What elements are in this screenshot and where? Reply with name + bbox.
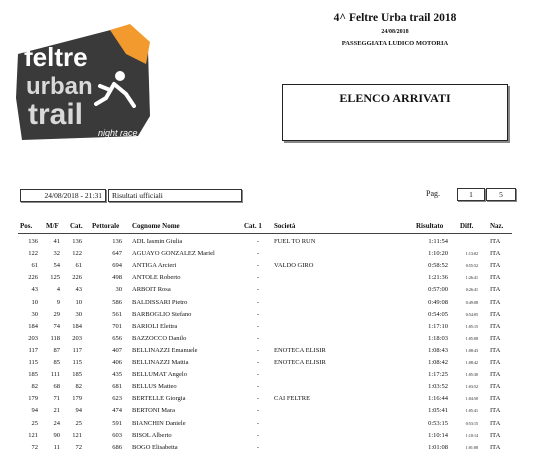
cell-club: ENOTECA ELISIR xyxy=(274,346,326,354)
column-header-club: Società xyxy=(274,222,296,230)
classification-type: Risultati ufficiali xyxy=(108,189,242,202)
cell-cat: 72 xyxy=(75,443,82,451)
cell-name: BELLINAZZI Mattia xyxy=(132,359,189,366)
cell-result: 1:17:25 xyxy=(428,371,448,379)
cell-cat1: - xyxy=(256,407,260,415)
cell-club: CAI FELTRE xyxy=(274,395,311,403)
report-datetime: 24/08/2018 - 21:31 xyxy=(20,189,106,202)
logo-word-feltre: feltre xyxy=(24,42,88,72)
cell-nation: ITA xyxy=(490,238,501,245)
cell-cat1: - xyxy=(256,395,260,403)
cell-name: BELLUMAT Angelo xyxy=(132,371,187,379)
cell-bib: 30 xyxy=(115,286,122,294)
cell-cat1: - xyxy=(256,334,260,342)
cell-cat1: - xyxy=(256,419,260,427)
cell-mf: 125 xyxy=(50,274,60,282)
cell-name: BOGO Elisabetta xyxy=(132,443,178,451)
cell-bib: 591 xyxy=(112,419,122,427)
cell-cat: 203 xyxy=(72,334,82,342)
cell-bib: 656 xyxy=(112,334,122,342)
cell-result: 1:17:10 xyxy=(428,322,448,330)
cell-nation: ITA xyxy=(490,274,501,282)
cell-result: 1:21:36 xyxy=(428,274,448,282)
cell-pos: 117 xyxy=(28,346,38,354)
cell-pos: 115 xyxy=(28,359,38,366)
cell-bib: 681 xyxy=(112,383,122,391)
column-header-nation: Naz. xyxy=(490,222,504,230)
cell-pos: 226 xyxy=(28,274,38,282)
cell-bib: 701 xyxy=(112,322,122,330)
cell-club: FUEL TO RUN xyxy=(274,238,316,245)
cell-mf: 87 xyxy=(53,346,60,354)
cell-bib: 407 xyxy=(112,346,122,354)
cell-nation: ITA xyxy=(490,431,501,439)
cell-cat: 136 xyxy=(72,238,82,245)
logo-word-urban: urban xyxy=(26,73,93,100)
cell-pos: 184 xyxy=(28,322,38,330)
cell-diff: 1:01:08 xyxy=(465,444,478,450)
cell-bib: 561 xyxy=(112,310,122,318)
cell-result: 1:11:54 xyxy=(428,238,448,245)
cell-mf: 21 xyxy=(53,407,60,415)
cell-pos: 10 xyxy=(31,298,38,306)
cell-diff: 0:53:15 xyxy=(465,420,478,426)
cell-diff: 1:05:41 xyxy=(465,408,478,414)
cell-mf: 118 xyxy=(50,334,60,342)
cell-diff: 1:05:15 xyxy=(465,323,478,329)
cell-mf: 74 xyxy=(53,322,60,330)
cell-mf: 32 xyxy=(53,250,60,258)
cell-nation: ITA xyxy=(490,346,501,354)
cell-cat: 94 xyxy=(75,407,82,415)
cell-club: ENOTECA ELISIR xyxy=(274,359,326,366)
page-number: 1 xyxy=(457,188,485,201)
cell-pos: 122 xyxy=(28,250,38,258)
cell-cat1: - xyxy=(256,262,260,270)
cell-nation: ITA xyxy=(490,334,501,342)
cell-diff: 1:05:30 xyxy=(465,372,478,378)
cell-mf: 68 xyxy=(53,383,60,391)
cell-nation: ITA xyxy=(490,322,501,330)
cell-bib: 586 xyxy=(112,298,122,306)
cell-club: VALDO GIRO xyxy=(274,262,314,270)
cell-diff: 1:08:42 xyxy=(465,360,478,365)
cell-cat1: - xyxy=(256,238,260,245)
cell-name: BELLUS Matteo xyxy=(132,383,177,391)
cell-cat1: - xyxy=(256,359,260,366)
cell-bib: 406 xyxy=(112,359,122,366)
cell-nation: ITA xyxy=(490,250,501,258)
cell-result: 1:01:08 xyxy=(428,443,448,451)
cell-result: 1:18:03 xyxy=(428,334,448,342)
cell-name: BARIOLI Elettra xyxy=(132,322,178,330)
cell-cat1: - xyxy=(256,431,260,439)
cell-bib: 647 xyxy=(112,250,122,258)
cell-nation: ITA xyxy=(490,443,501,451)
cell-cat1: - xyxy=(256,346,260,354)
cell-bib: 686 xyxy=(112,443,122,451)
cell-pos: 72 xyxy=(31,443,38,451)
cell-diff: 1:13:02 xyxy=(465,251,478,257)
cell-pos: 43 xyxy=(31,286,38,294)
cell-cat: 179 xyxy=(72,395,82,403)
column-header-bib: Pettorale xyxy=(92,222,120,230)
cell-bib: 603 xyxy=(112,431,122,439)
cell-cat: 82 xyxy=(75,383,82,391)
cell-diff: 0:26:41 xyxy=(465,287,478,293)
cell-mf: 29 xyxy=(53,310,60,318)
cell-nation: ITA xyxy=(490,371,501,379)
cell-cat: 122 xyxy=(72,250,82,258)
cell-cat: 61 xyxy=(75,262,82,270)
cell-cat: 10 xyxy=(75,298,82,306)
page-count: 5 xyxy=(486,188,516,201)
cell-cat: 115 xyxy=(72,359,82,366)
cell-pos: 30 xyxy=(31,310,38,318)
cell-pos: 94 xyxy=(31,407,38,415)
column-header-mf: M/F xyxy=(46,222,59,230)
cell-name: ADL Iasmin Giulia xyxy=(132,238,183,245)
cell-cat: 117 xyxy=(72,346,82,354)
logo-tagline: night race xyxy=(98,128,138,138)
cell-diff: 1:03:52 xyxy=(465,384,478,390)
cell-diff: 0:55:52 xyxy=(465,263,478,269)
cell-nation: ITA xyxy=(490,286,501,294)
results-title: ELENCO ARRIVATI xyxy=(339,91,451,105)
cell-diff: 0:49:08 xyxy=(465,299,478,305)
cell-bib: 136 xyxy=(112,238,122,245)
cell-pos: 136 xyxy=(28,238,38,245)
cell-cat1: - xyxy=(256,274,260,282)
cell-result: 1:10:20 xyxy=(428,250,448,258)
cell-cat1: - xyxy=(256,322,260,330)
cell-cat: 25 xyxy=(75,419,82,427)
cell-pos: 82 xyxy=(31,383,38,391)
cell-cat1: - xyxy=(256,250,260,258)
cell-cat1: - xyxy=(256,286,260,294)
cell-pos: 203 xyxy=(28,334,38,342)
cell-mf: 90 xyxy=(53,431,60,439)
column-header-cat1: Cat. 1 xyxy=(244,222,262,230)
cell-bib: 435 xyxy=(112,371,122,379)
cell-diff: 1:08:43 xyxy=(465,347,478,353)
cell-mf: 85 xyxy=(53,359,60,366)
cell-cat: 121 xyxy=(72,431,82,439)
cell-result: 1:16:44 xyxy=(428,395,448,403)
cell-bib: 474 xyxy=(112,407,122,415)
cell-bib: 694 xyxy=(112,262,122,270)
cell-name: BELLINAZZI Emanuele xyxy=(132,346,198,354)
cell-pos: 61 xyxy=(31,262,38,270)
column-header-pos: Pos. xyxy=(20,222,33,230)
event-subtitle: PASSEGGIATA LUDICO MOTORIA xyxy=(341,40,449,47)
logo-word-trail: trail xyxy=(28,98,84,131)
cell-result: 1:08:43 xyxy=(428,346,448,354)
results-title-box xyxy=(282,84,508,141)
cell-bib: 623 xyxy=(112,395,122,403)
cell-result: 0:54:05 xyxy=(428,310,448,318)
cell-mf: 71 xyxy=(53,395,60,403)
cell-cat: 43 xyxy=(75,286,82,294)
cell-result: 0:53:15 xyxy=(428,419,448,427)
cell-nation: ITA xyxy=(490,262,501,270)
cell-nation: ITA xyxy=(490,419,501,427)
cell-result: 0:57:00 xyxy=(428,286,448,294)
cell-name: BARBOGLIO Stefano xyxy=(132,310,192,318)
cell-result: 1:08:42 xyxy=(428,359,448,366)
cell-result: 1:05:41 xyxy=(428,407,448,415)
cell-nation: ITA xyxy=(490,298,501,306)
cell-cat: 185 xyxy=(72,371,82,379)
cell-diff: 1:05:08 xyxy=(465,335,478,341)
cell-nation: ITA xyxy=(490,310,501,318)
cell-cat1: - xyxy=(256,383,260,391)
event-title: 4^ Feltre Urba trail 2018 xyxy=(333,12,457,24)
cell-cat: 226 xyxy=(72,274,82,282)
cell-cat1: - xyxy=(256,310,260,318)
page-label: Pag. xyxy=(426,189,440,198)
cell-cat1: - xyxy=(256,371,260,379)
cell-pos: 25 xyxy=(31,419,38,427)
column-header-cat: Cat. xyxy=(70,222,83,230)
cell-result: 1:03:52 xyxy=(428,383,448,391)
cell-nation: ITA xyxy=(490,383,501,391)
cell-name: ARBOIT Rosa xyxy=(132,286,171,294)
cell-diff: 0:54:05 xyxy=(465,311,478,317)
column-header-diff: Diff. xyxy=(460,222,474,230)
cell-name: ANTOLE Roberto xyxy=(132,274,181,282)
cell-pos: 179 xyxy=(28,395,38,403)
cell-mf: 9 xyxy=(56,298,60,306)
cell-nation: ITA xyxy=(490,359,501,366)
cell-name: BISOL Alberto xyxy=(132,431,172,439)
cell-cat1: - xyxy=(256,298,260,306)
feltre-urban-trail-logo xyxy=(14,24,154,142)
header-divider xyxy=(18,233,512,234)
cell-pos: 185 xyxy=(28,371,38,379)
cell-name: BAZZOCCO Danilo xyxy=(132,334,187,342)
cell-name: BIANCHIN Daniele xyxy=(132,419,186,427)
column-header-result: Risultato xyxy=(416,222,444,230)
cell-bib: 498 xyxy=(112,274,122,282)
cell-pos: 121 xyxy=(28,431,38,439)
cell-result: 1:10:14 xyxy=(428,431,448,439)
cell-name: ANTIGA Arcieri xyxy=(132,262,177,270)
cell-mf: 111 xyxy=(50,371,60,379)
cell-nation: ITA xyxy=(490,407,501,415)
cell-name: BERTELLE Giorgia xyxy=(132,395,186,403)
cell-diff: 1:10:14 xyxy=(465,432,478,438)
cell-name: BALDISSARI Pietro xyxy=(132,298,188,306)
cell-result: 0:58:52 xyxy=(428,262,448,270)
cell-mf: 11 xyxy=(53,443,60,451)
cell-cat: 184 xyxy=(72,322,82,330)
cell-mf: 54 xyxy=(53,262,60,270)
cell-name: AGUAYO GONZALEZ Mariel xyxy=(132,250,215,258)
cell-nation: ITA xyxy=(490,395,501,403)
cell-cat1: - xyxy=(256,443,260,451)
cell-diff: 1:04:50 xyxy=(465,396,478,402)
cell-diff: 1:26:41 xyxy=(465,275,478,281)
event-date: 24/08/2018 xyxy=(381,29,409,35)
cell-mf: 41 xyxy=(53,238,60,245)
cell-mf: 24 xyxy=(53,419,60,427)
cell-cat: 30 xyxy=(75,310,82,318)
cell-mf: 4 xyxy=(56,286,60,294)
column-header-name: Cognome Nome xyxy=(132,222,180,230)
cell-name: BERTONI Mara xyxy=(132,407,175,415)
cell-result: 0:49:08 xyxy=(428,298,448,306)
